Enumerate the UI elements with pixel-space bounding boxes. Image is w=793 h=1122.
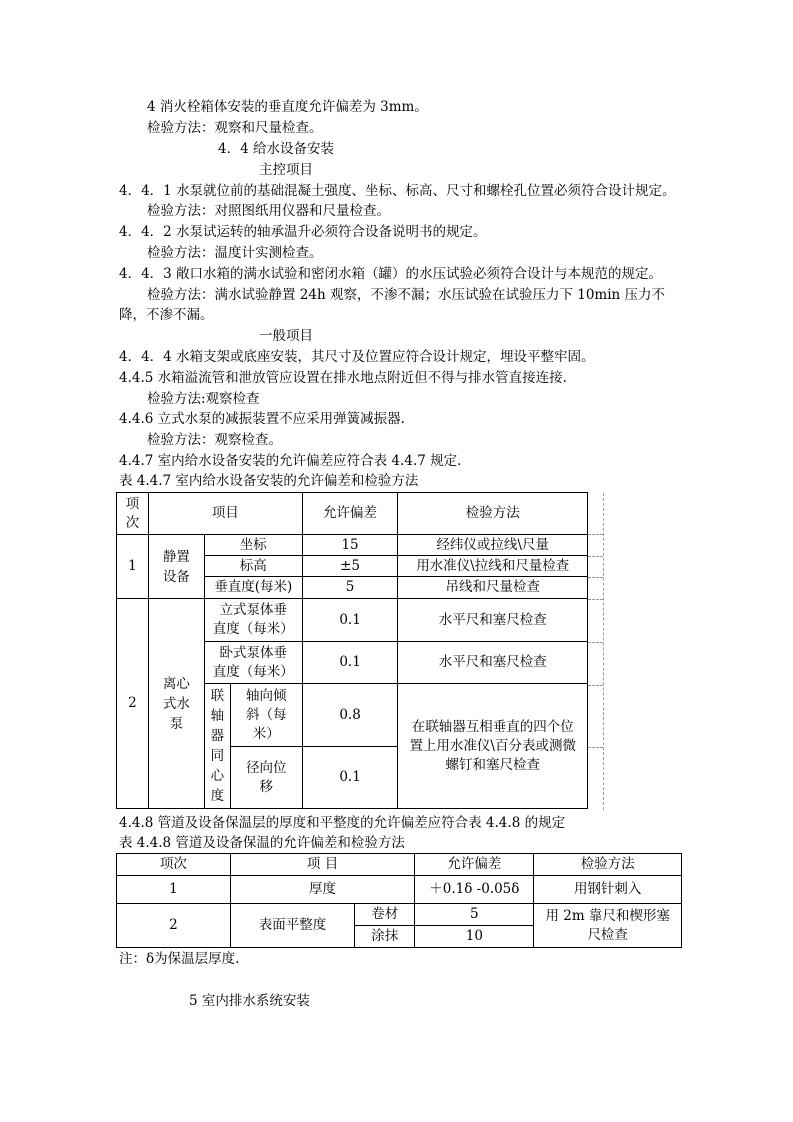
table-note: 注：δ为保温层厚度. [119,951,240,967]
table-caption: 表 4.4.7 室内给水设备安装的允许偏差和检验方法 [119,473,419,489]
item-cell: 垂直度(每米) [204,577,302,599]
text-line: 4.4.7 室内给水设备安装的允许偏差应符合表 4.4.7 规定. [119,453,462,469]
guide-line [588,685,603,686]
text-line: 4．4．1 水泵就位前的基础混凝土强度、坐标、标高、尺寸和螺栓孔位置必须符合设计规定。 [119,183,676,199]
text-line: 4 消火栓箱体安装的垂直度允许偏差为 3mm。 [147,99,428,115]
text-line: 检验方法：温度计实测检查。 [147,245,323,261]
table-row [117,904,682,926]
table-row [117,535,588,556]
subgroup-cell: 联 轴 器 同 心 度 [204,684,230,809]
dev-cell: 5 [415,904,534,926]
method-cell: 水平尺和塞尺检查 [398,642,588,684]
text-line: 4．4．4 水箱支架或底座安装，其尺寸及位置应符合设计规定，埋设平整牢固。 [119,349,595,365]
text-line: 检验方法：观察和尺量检查。 [147,120,323,136]
method-cell: 在联轴器互相垂直的四个位 置上用水准仪\百分表或测微 螺钉和塞尺检查 [398,684,588,809]
subsection-heading: 一般项目 [259,328,313,344]
header-cell: 项目 [148,493,302,535]
method-cell: 用水准仪\拉线和尺量检查 [398,556,588,577]
sub-item-cell: 涂抹 [355,926,415,948]
table-caption: 表 4.4.8 管道及设备保温的允许偏差和检验方法 [119,835,405,851]
table-header-row [117,854,682,876]
text-line: 降，不渗不漏。 [119,307,214,323]
method-cell: 吊线和尺量检查 [398,577,588,599]
text-line: 检验方法：观察检查。 [147,432,282,448]
chapter-heading: 5 室内排水系统安装 [189,993,310,1009]
guide-line [588,599,603,600]
item-cell: 标高 [204,556,302,577]
header-cell: 允许偏差 [302,493,398,535]
guide-line [588,747,603,748]
row-number: 1 [117,876,231,904]
item-cell: 表面平整度 [230,904,354,948]
table-4-4-8 [116,853,682,948]
method-cell: 用 2m 靠尺和楔形塞 尺检查 [534,904,682,948]
dev-cell: ＋0.1δ -0.05δ [415,876,534,904]
method-cell: 经纬仪或拉线\尺量 [398,535,588,556]
guide-line [588,577,603,578]
table-row [117,599,588,642]
sub-item-cell: 卷材 [355,904,415,926]
item-cell: 径向位 移 [230,747,302,809]
text-line: 4.4.8 管道及设备保温层的厚度和平整度的允许偏差应符合表 4.4.8 的规定 [119,815,566,831]
text-line: 检验方法:观察检查 [147,391,260,407]
table-header-row [117,493,588,535]
text-line: 4.4.6 立式水泵的减振装置不应采用弹簧减振器. [119,411,405,427]
header-cell: 允许偏差 [415,854,534,876]
group-cell: 静置 设备 [148,535,204,599]
dev-cell: 0.1 [302,747,398,809]
header-cell: 项 目 [230,854,414,876]
dev-cell: ±5 [302,556,398,577]
text-line: 4．4．3 敞口水箱的满水试验和密闭水箱（罐）的水压试验必须符合设计与本规范的规定。 [119,266,663,282]
dev-cell: 0.8 [302,684,398,747]
method-cell: 用钢针刺入 [534,876,682,904]
item-cell: 卧式泵体垂 直度（每米） [204,642,302,684]
dev-cell: 0.1 [302,642,398,684]
row-number: 2 [117,904,231,948]
text-line: 检验方法：满水试验静置 24h 观察，不渗不漏；水压试验在试验压力下 10min 压力不 [147,287,666,303]
item-cell: 轴向倾 斜（每 米） [230,684,302,747]
header-cell: 检验方法 [398,493,588,535]
section-heading: 4．4 给水设备安装 [218,141,334,157]
header-cell: 项次 [117,854,231,876]
dev-cell: 10 [415,926,534,948]
item-cell: 厚度 [230,876,414,904]
text-line: 4．4．2 水泵试运转的轴承温升必须符合设备说明书的规定。 [119,224,487,240]
item-cell: 坐标 [204,535,302,556]
guide-line [588,556,603,557]
text-line: 4.4.5 水箱溢流管和泄放管应设置在排水地点附近但不得与排水管直接连接. [119,370,567,386]
item-cell: 立式泵体垂 直度（每米） [204,599,302,642]
dev-cell: 15 [302,535,398,556]
subsection-heading: 主控项目 [259,162,313,178]
method-cell: 水平尺和塞尺检查 [398,599,588,642]
text-line: 检验方法：对照图纸用仪器和尺量检查。 [147,203,390,219]
row-number: 1 [117,535,149,599]
guide-line [603,493,604,810]
row-number: 2 [117,599,149,809]
table-row [117,876,682,904]
guide-line [588,534,603,535]
header-cell: 检验方法 [534,854,682,876]
dev-cell: 5 [302,577,398,599]
table-4-4-7 [116,492,588,809]
guide-line [588,642,603,643]
header-cell: 项 次 [117,493,149,535]
group-cell: 离心 式水 泵 [148,599,204,809]
dev-cell: 0.1 [302,599,398,642]
